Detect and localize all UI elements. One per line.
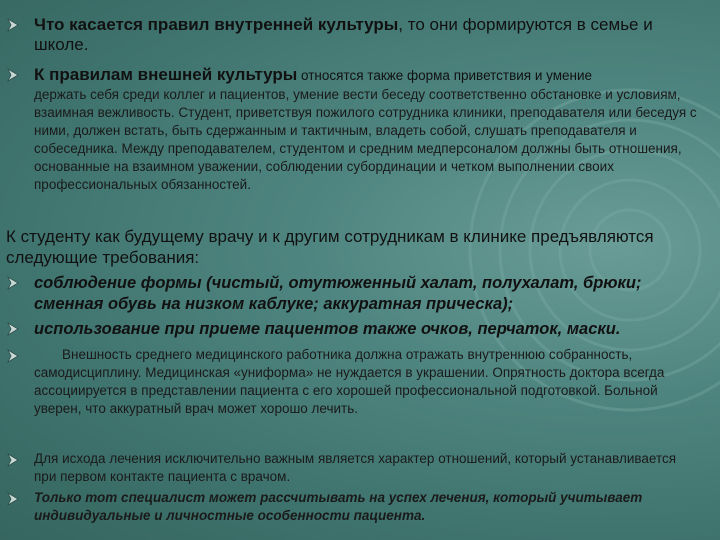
arrow-bullet-icon: [6, 276, 20, 290]
arrow-bullet-icon: [6, 322, 20, 336]
bullet-internal-culture: Что касается правил внутренней культуры, то они формируются в семье и школе.: [34, 15, 653, 54]
arrow-bullet-icon: [6, 18, 20, 32]
requirement-uniform: соблюдение формы (чистый, отутюженный халат, полухалат, брюки; сменная обувь на низком каблуке; аккуратная прическа);: [34, 274, 642, 313]
bullet-individual-approach: Только тот специалист может рассчитывать на успех лечения, который учитывает индивидуальные и личностные особенности пациента.: [34, 490, 643, 523]
bullet-relationship: Для исхода лечения исключительно важным является характер отношений, который устанавливается при первом контакте пациента с врачом.: [34, 451, 677, 484]
requirements-intro: К студенту как будущему врачу и к другим сотрудникам в клинике предъявляются следующие требования:: [6, 227, 654, 267]
bullet-external-culture-body: держать себя среди коллег и пациентов, умение вести беседу соответственно обстановке и условиям, взаимная вежливость. Студент, приветствуя пожилого сотрудника клиники, преподавателя или беседуя с ними, должен встать, быть сдержанным и тактичным, владеть собой, слушать преподавателя и собеседника. Между преподавателем, студентом и средним медперсоналом должны быть отношения, основанные на взаимном уважении, соблюдении субординации и четком выполнении своих профессиональных обязанностей.: [34, 87, 697, 192]
arrow-bullet-icon: [6, 492, 20, 506]
requirement-protection: использование при приеме пациентов также очков, перчаток, маски.: [34, 320, 621, 338]
arrow-bullet-icon: [6, 453, 20, 467]
arrow-bullet-icon: [6, 349, 20, 363]
bullet-appearance: Внешность среднего медицинского работника должна отражать внутреннюю собранность, самодисциплину. Медицинская «униформа» не нуждается в украшении. Опрятность доктора всегда ассоциируется в представлении пациента с его хорошей профессиональной подготовкой. Больной уверен, что аккуратный врач может хорошо лечить.: [34, 347, 665, 416]
bullet-external-culture-heading: К правилам внешней культуры относятся также форма приветствия и умение: [34, 65, 593, 84]
arrow-bullet-icon: [6, 68, 20, 82]
